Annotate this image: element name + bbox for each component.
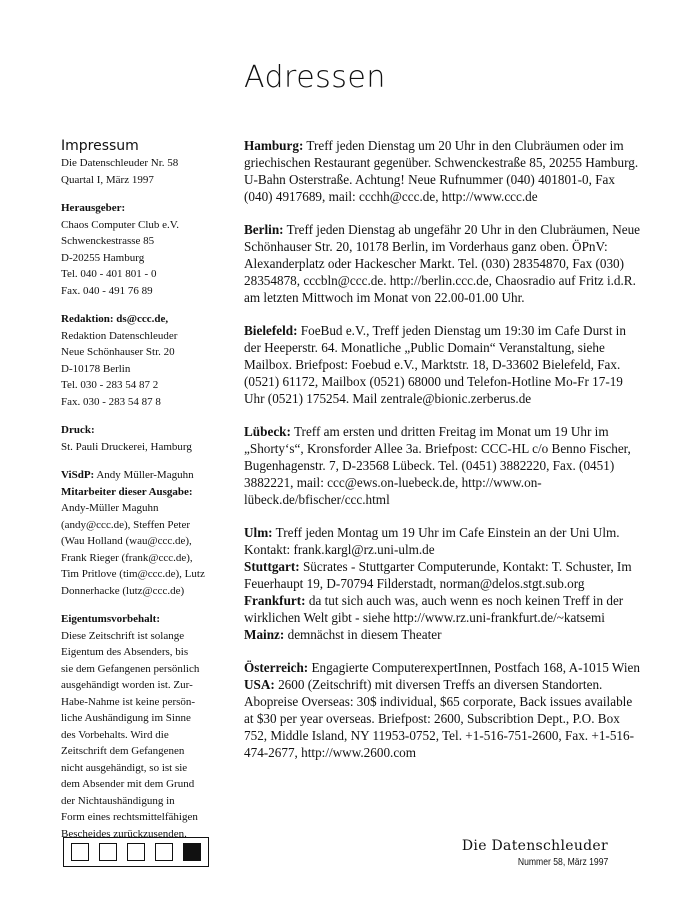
impressum-title: Impressum [61, 138, 139, 154]
city-name: Mainz: [244, 627, 285, 642]
address-text: Engagierte ComputerexpertInnen, Postfach 168, A-1015 Wien [308, 660, 640, 675]
address-entry-bielefeld [244, 322, 644, 407]
redaktion-label: Redaktion: ds@ccc.de, [61, 313, 169, 325]
mitarbeiter-line: (andy@ccc.de), Steffen Peter [61, 518, 191, 531]
redaktion-line: Fax. 030 - 283 54 87 8 [61, 395, 161, 408]
address-text: Sücrates - Stuttgarter Computerunde, Kontakt: T. Schuster, Im Feuerhaupt 19, D-70794 Filderstadt, norman@delos.stgt.sub.org [244, 559, 632, 591]
address-entry-ulm [244, 524, 644, 558]
redaktion-line: Redaktion Datenschleuder [61, 329, 178, 342]
city-name: Bielefeld: [244, 323, 298, 338]
impressum-line: Die Datenschleuder Nr. 58 [61, 157, 179, 169]
address-text: Treff jeden Dienstag um 20 Uhr in den Clubräumen oder im griechischen Restaurant gegenüber. Schwenckestraße 85, 20255 Hamburg. U-Bahn Osterstraße. Achtung! Neue Rufnummer (040) 401801-0, Fax (040) 4917689, mail: ccchh@ccc.de, http://www.ccc.de [244, 138, 639, 204]
visdp-block [61, 467, 239, 599]
city-name: Österreich: [244, 660, 309, 675]
footer-issue: Nummer 58, März 1997 [517, 856, 608, 868]
herausgeber-line: Schwenckestrasse 85 [61, 235, 155, 247]
mitarbeiter-line: Frank Rieger (frank@ccc.de), [61, 551, 193, 564]
address-text: da tut sich auch was, auch wenn es noch keinen Treff in der wirklichen Welt gibt - siehe http://www.rz.uni-frankfurt.de/~katsemi [244, 593, 624, 625]
eigentum-line: dem Absender mit dem Grund [61, 778, 195, 790]
issue-marker-box [155, 843, 173, 861]
issue-marker-box [71, 843, 89, 861]
issue-marker-box [127, 843, 145, 861]
eigentum-line: Form eines rechtsmittelfähigen [61, 811, 198, 823]
address-text: FoeBud e.V., Treff jeden Dienstag um 19:30 im Cafe Durst in der Heeperstr. 64. Monatliche „Public Domain“ Veranstaltung, siehe Mailbox. Briefpost: Foebud e.V., Marktstr. 18, D-33602 Bielefeld, Fax. (0521) 61172, Mailbox (0521) 68000 und Telefon-Hotline Mo-Fr 17-19 Uhr (0521) 175254. Mail zentrale@bionic.zerberus.de [244, 323, 626, 406]
address-text: Treff jeden Dienstag ab ungefähr 20 Uhr in den Clubräumen, Neue Schönhauser Str. 20, 10178 Berlin, im Vorderhaus ganz oben. ÖPnV: Alexanderplatz oder Hackescher Markt. Tel. (030) 28354870, Fax (030) 28354878, cccbln@ccc.de. http://berlin.ccc.de, Chaosradio auf Fritz i.d.R. am letzten Mittwoch im Monat von 22.00-01.00 Uhr. [244, 222, 641, 305]
impressum-line: Quartal I, März 1997 [61, 173, 154, 186]
eigentum-line: Zeitschrift dem Gefangenen [61, 745, 185, 757]
herausgeber-line: Chaos Computer Club e.V. [61, 218, 180, 231]
eigentum-line: Diese Zeitschrift ist solange [61, 629, 185, 642]
eigentum-line: Habe-Nahme ist keine persön- [61, 695, 196, 708]
mitarbeiter-line: (Wau Holland (wau@ccc.de), [61, 535, 192, 547]
eigentum-line: Eigentum des Absenders, bis [61, 646, 189, 658]
mitarbeiter-line: Tim Pritlove (tim@ccc.de), Lutz [61, 568, 205, 580]
herausgeber-label: Herausgeber: [61, 202, 126, 214]
eigentum-line: nicht ausgehändigt, so ist sie [61, 761, 188, 774]
city-name: Frankfurt: [244, 593, 306, 608]
address-entry-hamburg [244, 137, 644, 205]
city-name: Ulm: [244, 525, 273, 540]
mitarbeiter-label: Mitarbeiter dieser Ausgabe: [61, 485, 193, 498]
impressum-column [61, 137, 239, 854]
visdp-line [61, 467, 239, 484]
address-entry-stuttgart [244, 558, 644, 592]
impressum-issue-info [61, 155, 239, 188]
mitarbeiter-line: Andy-Müller Maguhn [61, 502, 159, 514]
druck-line: St. Pauli Druckerei, Hamburg [61, 440, 192, 453]
address-text: Treff jeden Montag um 19 Uhr im Cafe Einstein an der Uni Ulm. Kontakt: frank.kargl@rz.uni-ulm.de [244, 525, 620, 557]
herausgeber-line: Fax. 040 - 491 76 89 [61, 284, 153, 297]
address-entry-mainz [244, 626, 644, 643]
redaktion-line: Neue Schönhauser Str. 20 [61, 346, 175, 358]
eigentum-line: der Nichtaushändigung in [61, 794, 175, 807]
redaktion-line: D-10178 Berlin [61, 362, 131, 375]
city-name: Berlin: [244, 222, 284, 237]
address-text: demnächst in diesem Theater [284, 627, 442, 642]
address-text: 2600 (Zeitschrift) mit diversen Treffs an diversen Standorten. Abopreise Overseas: 30$ individual, $65 corporate, Back issues available at $30 per year overseas. Briefpost: 2600, Subscribtion Dept., P.O. Box 752, Middle Island, NY 11953-0752, Tel. +1-516-751-2600, Fax. +1-516-474-2677, http://www.2600.com [244, 677, 634, 760]
address-entry-berlin [244, 221, 644, 306]
addresses-column [244, 137, 644, 761]
eigentum-line: liche Aushändigung im Sinne [61, 712, 191, 724]
page-title: Adressen [244, 60, 386, 95]
druck-label: Druck: [61, 424, 95, 436]
address-entry-frankfurt [244, 592, 644, 626]
city-name: Hamburg: [244, 138, 304, 153]
herausgeber-line: Tel. 040 - 401 801 - 0 [61, 268, 157, 280]
eigentum-line: Bescheides zurückzusenden. [61, 827, 187, 840]
city-name: USA: [244, 677, 275, 692]
address-entry-oesterreich [244, 659, 644, 676]
eigentum-line: des Vorbehalts. Wird die [61, 728, 169, 741]
visdp-value: Andy Müller-Maguhn [94, 469, 194, 481]
eigentum-label: Eigentumsvorbehalt: [61, 613, 160, 625]
city-name: Lübeck: [244, 424, 291, 439]
eigentum-line: sie dem Gefangenen persönlich [61, 662, 200, 675]
address-text: Treff am ersten und dritten Freitag im Monat um 19 Uhr im „Shorty‘s“, Kronsforder Allee 3a. Briefpost: CCC-HL c/o Benno Fischer, Bugenhagenstr. 7, D-23568 Lübeck. Tel. (0451) 3882220, Fax. (0451) 3882221, mail: ccc@ews.on-luebeck.de, http://www.on-lübeck.de/bfischer/ccc.html [244, 424, 631, 507]
address-entry-luebeck [244, 423, 644, 508]
herausgeber-line: D-20255 Hamburg [61, 251, 145, 264]
redaktion-block [61, 311, 239, 410]
city-name: Stuttgart: [244, 559, 300, 574]
visdp-label: ViSdP: [61, 469, 95, 481]
eigentum-block [61, 611, 239, 842]
redaktion-line: Tel. 030 - 283 54 87 2 [61, 379, 159, 391]
mitarbeiter-line: Donnerhacke (lutz@ccc.de) [61, 584, 185, 597]
issue-marker-box [99, 843, 117, 861]
druck-block [61, 422, 239, 455]
issue-markers [63, 837, 209, 867]
footer-publication: Die Datenschleuder [461, 838, 608, 854]
address-entry-usa [244, 676, 644, 761]
eigentum-line: ausgehändigt worden ist. Zur- [61, 679, 193, 691]
herausgeber-block [61, 200, 239, 299]
issue-marker-box-filled [183, 843, 201, 861]
